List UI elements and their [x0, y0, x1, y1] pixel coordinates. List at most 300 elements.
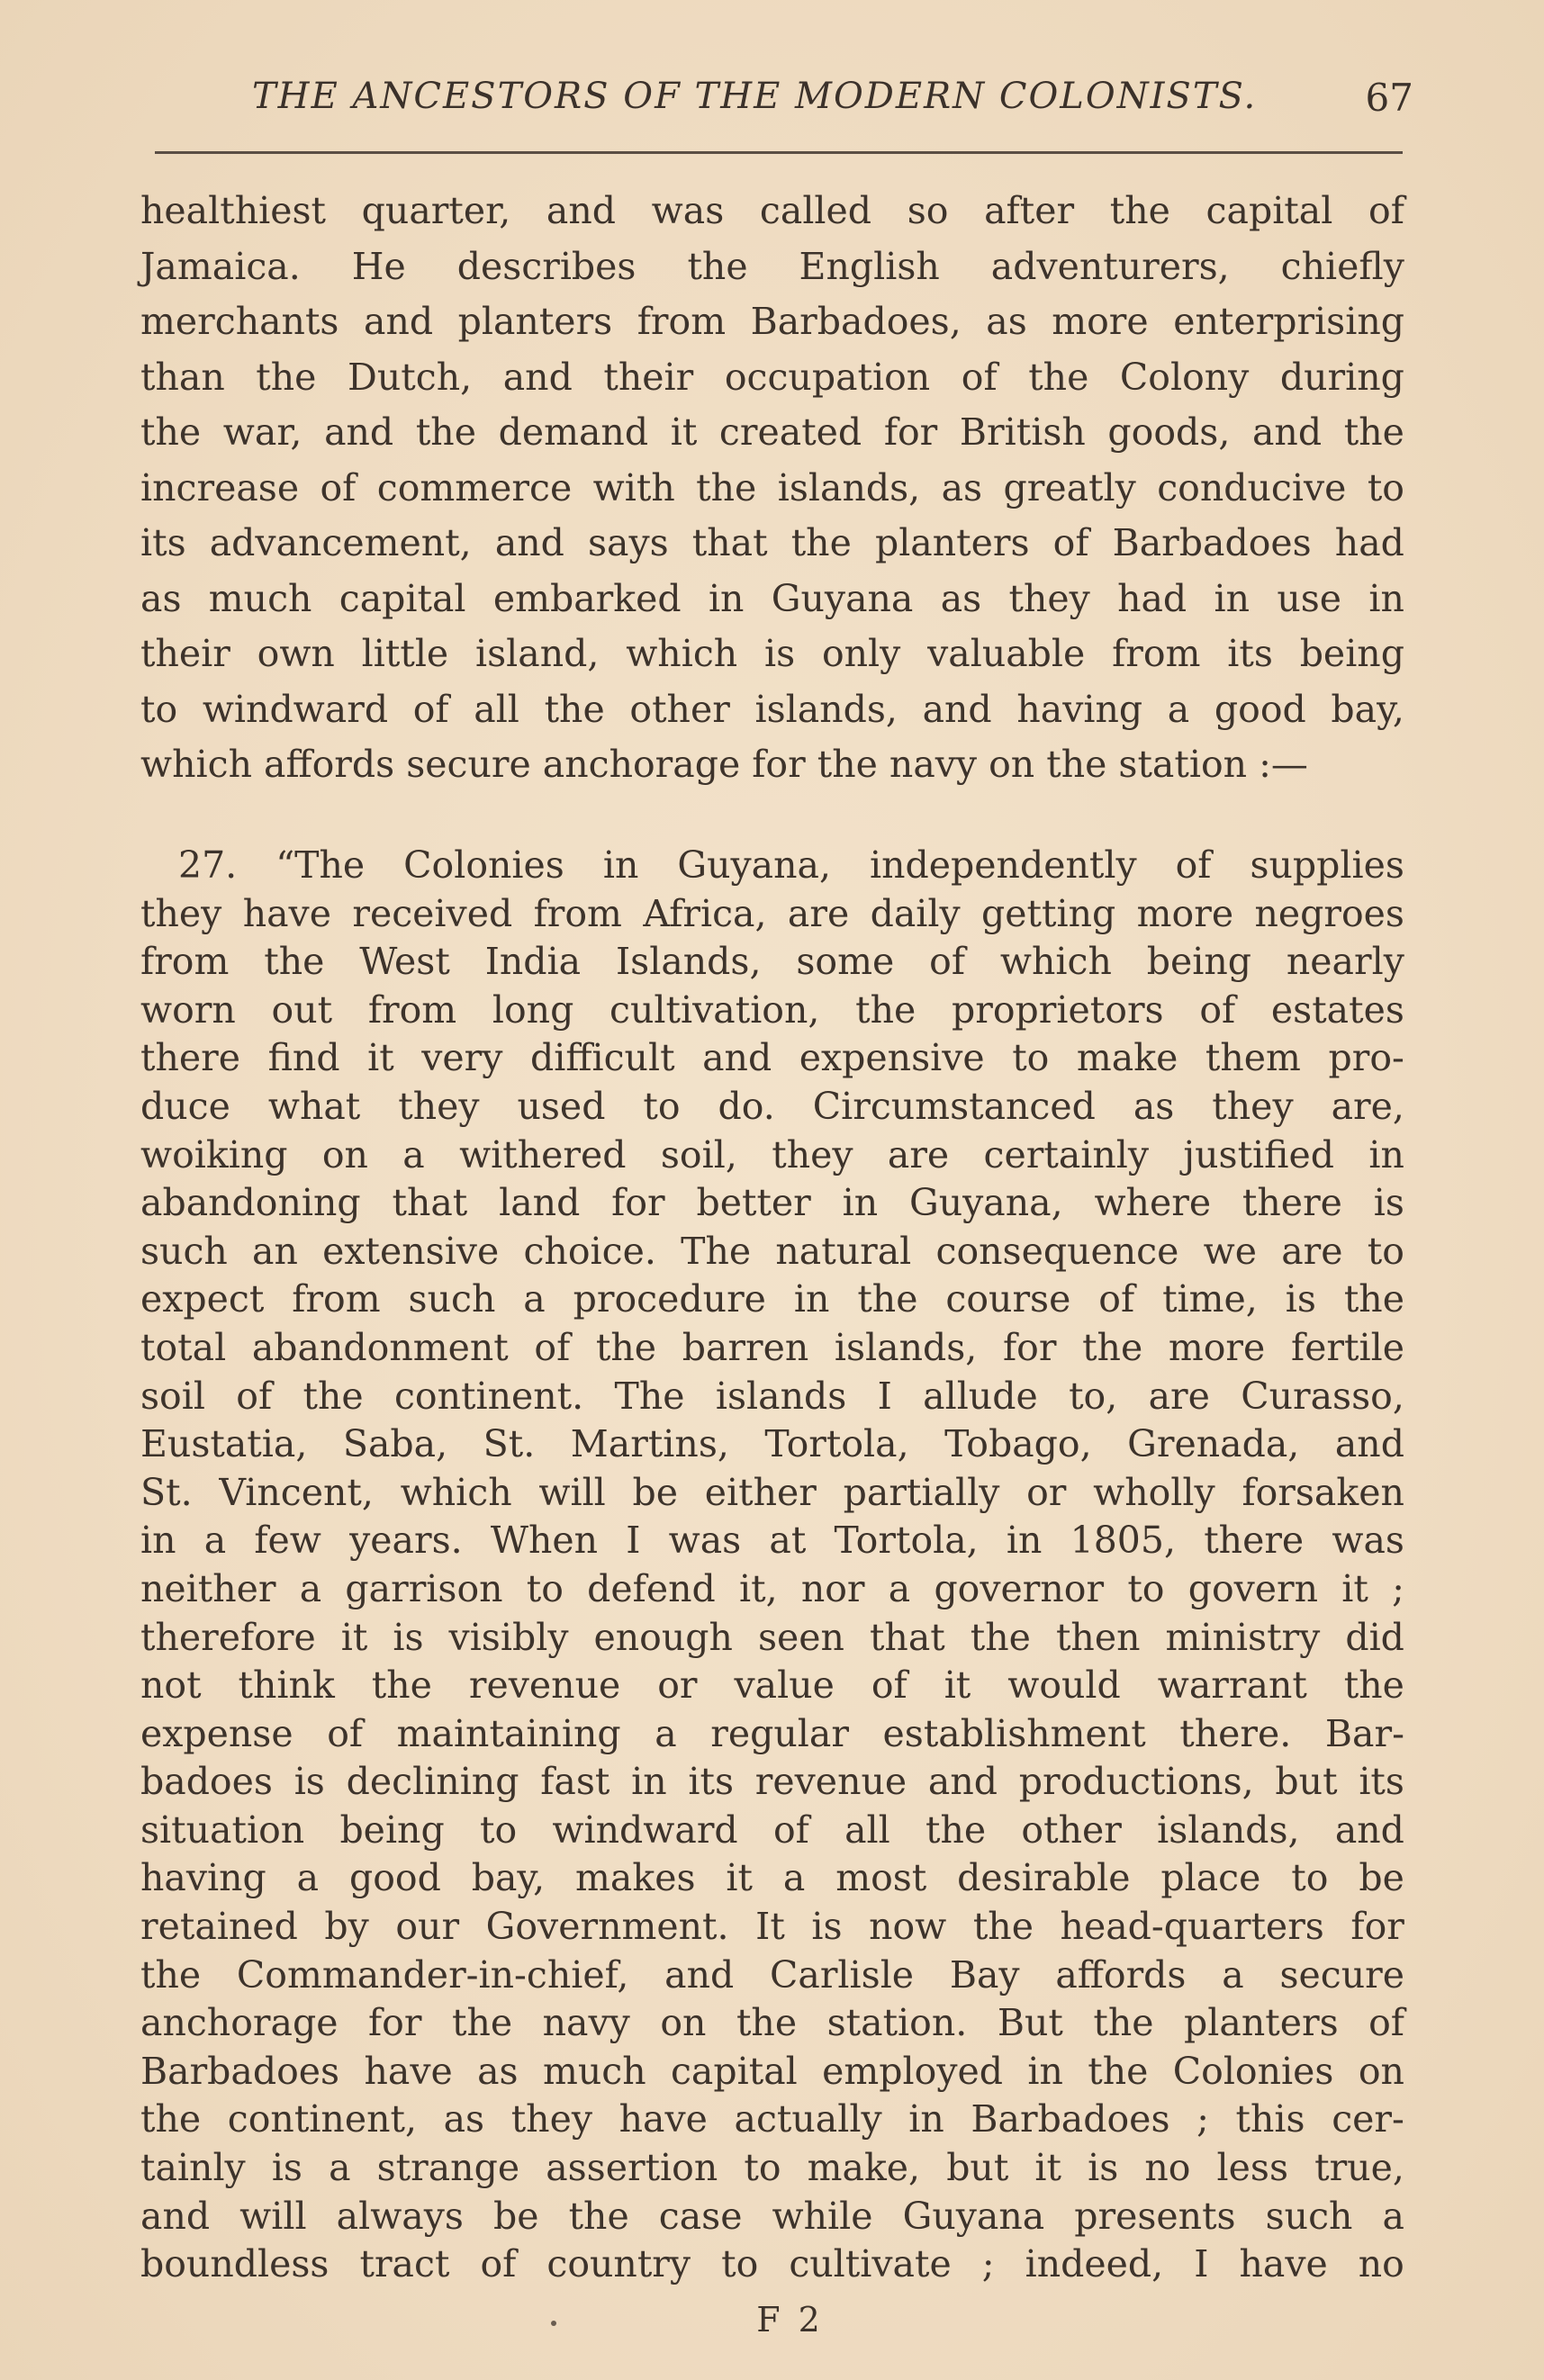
- word: the: [140, 2097, 202, 2141]
- text-line: [140, 1662, 1404, 1710]
- word: and: [702, 1036, 772, 1080]
- word: to: [721, 2242, 759, 2286]
- word: course: [945, 1277, 1071, 1321]
- word: a: [523, 1277, 546, 1321]
- word: of: [772, 1808, 809, 1852]
- word: procedure: [573, 1277, 766, 1321]
- word: more: [1052, 300, 1149, 343]
- word: consequence: [935, 1229, 1179, 1273]
- word: ;: [1392, 1566, 1404, 1610]
- word: India: [484, 940, 582, 984]
- word: there: [1204, 1519, 1305, 1563]
- word: head-quarters: [1060, 1905, 1324, 1949]
- word: it: [340, 1615, 368, 1659]
- word: such: [408, 1277, 496, 1321]
- word: adventurers,: [990, 244, 1230, 288]
- word: expense: [140, 1711, 293, 1755]
- word: the: [415, 410, 476, 454]
- text-line: [140, 1952, 1404, 2000]
- word: enterprising: [1173, 300, 1404, 343]
- word: He: [351, 244, 406, 288]
- word: in: [140, 1519, 176, 1563]
- word: Grenada,: [1127, 1422, 1300, 1466]
- word: have: [1239, 2242, 1328, 2286]
- word: good: [348, 1856, 441, 1900]
- word: which: [400, 1470, 512, 1514]
- word: to,: [1069, 1374, 1118, 1418]
- word: islands,: [1157, 1808, 1300, 1852]
- word: desirable: [957, 1856, 1131, 1900]
- word: estates: [1270, 987, 1404, 1032]
- word: it,: [739, 1566, 778, 1610]
- word: more: [1136, 891, 1234, 935]
- word: planters: [1184, 2001, 1339, 2045]
- text-line: [140, 405, 1404, 461]
- word: for: [611, 1181, 665, 1225]
- word: at: [769, 1519, 807, 1563]
- word: Islands,: [615, 940, 762, 984]
- word: nearly: [1286, 940, 1404, 984]
- word: to: [1127, 1566, 1165, 1610]
- word: pro-: [1328, 1036, 1404, 1080]
- word: from: [533, 891, 622, 935]
- word: years.: [349, 1519, 463, 1563]
- word: the: [1343, 410, 1404, 454]
- word: describes: [456, 244, 637, 288]
- word: continent,: [227, 2097, 417, 2141]
- word: for: [1350, 1905, 1404, 1949]
- word: it: [1034, 2146, 1062, 2190]
- word: less: [1216, 2146, 1289, 2190]
- word: do.: [718, 1084, 775, 1128]
- text-line: [140, 890, 1404, 939]
- word: expect: [140, 1277, 265, 1321]
- word: after: [984, 189, 1075, 232]
- word: them: [1205, 1036, 1301, 1080]
- text-line: [140, 1420, 1404, 1469]
- word: islands,: [834, 1325, 978, 1369]
- word: war,: [222, 410, 302, 454]
- word: justified: [1183, 1132, 1335, 1176]
- word: of: [1368, 189, 1404, 232]
- word: long: [492, 987, 574, 1032]
- word: revenue: [754, 1760, 907, 1804]
- word: its: [1227, 632, 1273, 675]
- word: on: [660, 2001, 707, 2045]
- word: to: [1367, 465, 1404, 509]
- word: than: [140, 355, 225, 399]
- word: anchorage: [140, 2001, 339, 2045]
- word: in: [1368, 576, 1404, 620]
- word: ;: [1196, 2097, 1209, 2141]
- word: a: [329, 2146, 351, 2190]
- word: in: [708, 576, 745, 620]
- word: goods,: [1107, 410, 1231, 454]
- text-line: [140, 1854, 1404, 1903]
- word: declining: [346, 1760, 519, 1804]
- word: planters: [874, 521, 1030, 564]
- word: a: [782, 1856, 806, 1900]
- word: Bar-: [1324, 1711, 1404, 1755]
- word: extensive: [322, 1229, 500, 1273]
- word: so: [907, 189, 949, 232]
- word: the: [256, 355, 317, 399]
- word: is: [1373, 1181, 1404, 1225]
- word: Barbadoes,: [750, 300, 962, 343]
- word: Commander-in-chief,: [236, 1952, 629, 1997]
- word: are: [787, 891, 850, 935]
- word: such: [140, 1229, 228, 1273]
- word: more: [1168, 1325, 1266, 1369]
- word: our: [395, 1905, 460, 1949]
- word: The: [681, 1229, 752, 1273]
- word: I: [1194, 2242, 1209, 2286]
- word: Circumstanced: [812, 1084, 1096, 1128]
- word: in: [842, 1181, 879, 1225]
- word: the: [687, 244, 748, 288]
- word: they: [772, 1132, 853, 1176]
- word: that: [869, 1615, 945, 1659]
- word: windward: [552, 1808, 738, 1852]
- word: of: [1368, 2001, 1404, 2045]
- word: British: [959, 410, 1086, 454]
- word: the: [371, 1663, 432, 1708]
- text-line: [140, 461, 1404, 517]
- word: of: [412, 687, 449, 731]
- word: demand: [498, 410, 649, 454]
- text-line: [140, 2193, 1404, 2241]
- text-line: [140, 938, 1404, 987]
- word: or: [1026, 1470, 1067, 1514]
- text-line: [140, 627, 1404, 682]
- word: then: [1055, 1615, 1141, 1659]
- word: a: [888, 1566, 911, 1610]
- word: own: [257, 632, 335, 675]
- word: is: [1285, 1277, 1316, 1321]
- text-line: [140, 682, 1404, 738]
- word: it: [726, 1856, 753, 1900]
- word: supplies: [1250, 843, 1404, 887]
- word: with: [592, 465, 675, 509]
- text-line: [140, 1469, 1404, 1518]
- word: daily: [870, 891, 961, 935]
- word: much: [208, 576, 312, 620]
- word: it: [367, 1036, 394, 1080]
- word: allude: [923, 1374, 1038, 1418]
- word: and: [140, 2194, 211, 2238]
- word: very: [421, 1036, 503, 1080]
- word: capital: [1205, 189, 1333, 232]
- word: or: [657, 1663, 698, 1708]
- word: in: [631, 1760, 667, 1804]
- word: actually: [734, 2097, 882, 2141]
- word: from: [367, 987, 457, 1032]
- word: to: [744, 2146, 781, 2190]
- word: withered: [459, 1132, 627, 1176]
- header-rule: [155, 151, 1403, 154]
- word: as: [1133, 1084, 1175, 1128]
- page-header: [252, 76, 1413, 130]
- word: to: [1367, 1229, 1404, 1273]
- word: cultivation,: [609, 987, 820, 1032]
- word: duce: [140, 1084, 230, 1128]
- word: being: [1146, 940, 1252, 984]
- word: Eustatia,: [140, 1422, 308, 1466]
- word: choice.: [523, 1229, 656, 1273]
- text-line: [140, 2096, 1404, 2144]
- word: total: [140, 1325, 227, 1369]
- word: value: [734, 1663, 835, 1708]
- text-line: [140, 184, 1404, 239]
- text-line: [140, 1710, 1404, 1759]
- word: they: [398, 1084, 480, 1128]
- word: case: [658, 2194, 743, 2238]
- word: was: [668, 1519, 742, 1563]
- word: occupation: [724, 355, 931, 399]
- word: be: [493, 2194, 539, 2238]
- word: station.: [826, 2001, 968, 2045]
- word: bay,: [471, 1856, 546, 1900]
- word: no: [1358, 2242, 1404, 2286]
- word: the: [855, 987, 916, 1032]
- word: defend: [587, 1566, 716, 1610]
- word: by: [324, 1905, 369, 1949]
- text-line: [140, 1324, 1404, 1373]
- word: tract: [359, 2242, 450, 2286]
- word: wholly: [1093, 1470, 1215, 1514]
- word: certainly: [983, 1132, 1150, 1176]
- word: assertion: [546, 2146, 718, 2190]
- word: proprietors: [952, 987, 1164, 1032]
- word: little: [361, 632, 449, 675]
- word: continent.: [393, 1374, 584, 1418]
- word: better: [696, 1181, 811, 1225]
- word: as: [940, 576, 982, 620]
- word: is: [1088, 2146, 1119, 2190]
- word: the: [1028, 355, 1089, 399]
- text-line: [140, 1903, 1404, 1952]
- word: country: [546, 2242, 691, 2286]
- word: commerce: [376, 465, 573, 509]
- word: tainly: [140, 2146, 246, 2190]
- word: valuable: [927, 632, 1086, 675]
- word: true,: [1314, 2146, 1404, 2190]
- word: the: [544, 687, 605, 731]
- word: on: [1358, 2049, 1404, 2093]
- word: as: [941, 465, 983, 509]
- word: Bay: [949, 1952, 1020, 1997]
- word: it: [1341, 1566, 1368, 1610]
- word: English: [799, 244, 940, 288]
- page-number: 67: [1365, 76, 1413, 120]
- word: the: [302, 1374, 364, 1418]
- word: is: [763, 632, 796, 675]
- word: there: [1242, 1181, 1342, 1225]
- word: govern: [1187, 1566, 1319, 1610]
- word: of: [320, 465, 357, 509]
- word: they: [140, 891, 222, 935]
- word: use: [1277, 576, 1342, 620]
- word: in: [1368, 1132, 1404, 1176]
- word: Curasso,: [1241, 1374, 1404, 1418]
- text-line: [140, 1807, 1404, 1855]
- word: land: [499, 1181, 581, 1225]
- word: time,: [1162, 1277, 1258, 1321]
- word: where: [1094, 1181, 1212, 1225]
- word: getting: [981, 891, 1116, 935]
- word: will: [538, 1470, 606, 1514]
- word: their: [140, 632, 230, 675]
- word: while: [772, 2194, 873, 2238]
- word: Saba,: [342, 1422, 448, 1466]
- word: maintaining: [396, 1711, 621, 1755]
- word: but: [1275, 1760, 1338, 1804]
- word: now: [869, 1905, 947, 1949]
- word: Colonies: [1172, 2049, 1334, 2093]
- word: St.: [483, 1422, 536, 1466]
- word: bay,: [1331, 687, 1404, 731]
- word: and: [502, 355, 573, 399]
- word: out: [271, 987, 333, 1032]
- word: the: [1088, 2049, 1149, 2093]
- word: as: [443, 2097, 485, 2141]
- word: and: [364, 300, 434, 343]
- word: Guyana: [771, 576, 914, 620]
- word: as: [986, 300, 1027, 343]
- word: productions,: [1018, 1760, 1254, 1804]
- text-line: [140, 1276, 1404, 1324]
- word: cer-: [1332, 2097, 1404, 2141]
- word: used: [517, 1084, 606, 1128]
- word: Guyana: [902, 2194, 1045, 2238]
- word: of: [534, 1325, 571, 1369]
- word: on: [321, 1132, 368, 1176]
- word: chiefly: [1280, 244, 1404, 288]
- word: of: [1052, 521, 1089, 564]
- word: 1805,: [1070, 1519, 1176, 1563]
- word: affords: [1055, 1952, 1187, 1997]
- word: enough: [593, 1615, 733, 1659]
- word: garrison: [345, 1566, 503, 1610]
- text-line: [140, 516, 1404, 572]
- word: a: [655, 1711, 677, 1755]
- word: abandoning: [140, 1181, 361, 1225]
- text-line: [140, 1373, 1404, 1421]
- word: few: [254, 1519, 321, 1563]
- word: good: [1214, 687, 1306, 731]
- word: governor: [934, 1566, 1105, 1610]
- word: a: [299, 1566, 322, 1610]
- word: make: [1076, 1036, 1178, 1080]
- word: retained: [140, 1905, 298, 1949]
- word: Jamaica.: [140, 244, 301, 288]
- word: and: [1334, 1808, 1404, 1852]
- word: being: [339, 1808, 445, 1852]
- word: be: [1359, 1856, 1404, 1900]
- word: the: [451, 2001, 513, 2045]
- word: Carlisle: [770, 1952, 915, 1997]
- word: and: [494, 521, 564, 564]
- word: find: [267, 1036, 340, 1080]
- word: the: [972, 1905, 1034, 1949]
- word: would: [1007, 1663, 1121, 1708]
- word: The: [614, 1374, 685, 1418]
- word: West: [359, 940, 450, 984]
- word: cultivate: [789, 2242, 952, 2286]
- word: Guyana,: [677, 843, 832, 887]
- word: the: [970, 1615, 1031, 1659]
- word: in: [793, 1277, 830, 1321]
- word: have: [364, 2049, 453, 2093]
- word: that: [691, 521, 768, 564]
- word: negroes: [1254, 891, 1404, 935]
- word: their: [603, 355, 694, 399]
- text-line: [140, 1131, 1404, 1180]
- word: in: [1027, 2049, 1063, 2093]
- word: being: [1299, 632, 1404, 675]
- word: are: [1148, 1374, 1210, 1418]
- word: not: [140, 1663, 202, 1708]
- word: the: [925, 1808, 987, 1852]
- word: Martins,: [570, 1422, 729, 1466]
- word: fast: [540, 1760, 610, 1804]
- word: woiking: [140, 1132, 288, 1176]
- word: of: [1199, 987, 1236, 1032]
- word: worn: [140, 987, 236, 1032]
- word: 27.: [178, 843, 238, 887]
- word: all: [844, 1808, 890, 1852]
- word: Barbadoes: [971, 2097, 1170, 2141]
- word: Tobago,: [944, 1422, 1092, 1466]
- word: in: [908, 2097, 944, 2141]
- word: a: [1382, 2194, 1404, 2238]
- word: to: [1291, 1856, 1329, 1900]
- word: and: [1251, 410, 1323, 454]
- word: place: [1160, 1856, 1261, 1900]
- word: employed: [822, 2049, 1003, 2093]
- word: the: [790, 521, 852, 564]
- word: I: [626, 1519, 641, 1563]
- word: was: [651, 189, 725, 232]
- word: the: [1093, 2001, 1154, 2045]
- word: which: [626, 632, 738, 675]
- word: as: [477, 2049, 519, 2093]
- word: St.: [140, 1470, 193, 1514]
- word: capital: [670, 2049, 798, 2093]
- word: they: [1008, 576, 1090, 620]
- word: much: [542, 2049, 646, 2093]
- word: Colony: [1119, 355, 1250, 399]
- word: what: [267, 1084, 361, 1128]
- word: expensive: [799, 1036, 985, 1080]
- word: to: [479, 1808, 518, 1852]
- word: have: [242, 891, 331, 935]
- word: the: [857, 1277, 918, 1321]
- word: islands,: [777, 465, 921, 509]
- word: having: [1016, 687, 1143, 731]
- word: of: [871, 1663, 907, 1708]
- word: be: [632, 1470, 679, 1514]
- word: that: [392, 1181, 468, 1225]
- word: islands,: [754, 687, 898, 731]
- word: Africa,: [643, 891, 767, 935]
- word: is: [811, 1905, 843, 1949]
- text-line: [140, 1758, 1404, 1807]
- word: such: [1265, 2194, 1353, 2238]
- word: islands: [715, 1374, 847, 1418]
- paragraph-1: [140, 184, 1404, 793]
- word: think: [238, 1663, 335, 1708]
